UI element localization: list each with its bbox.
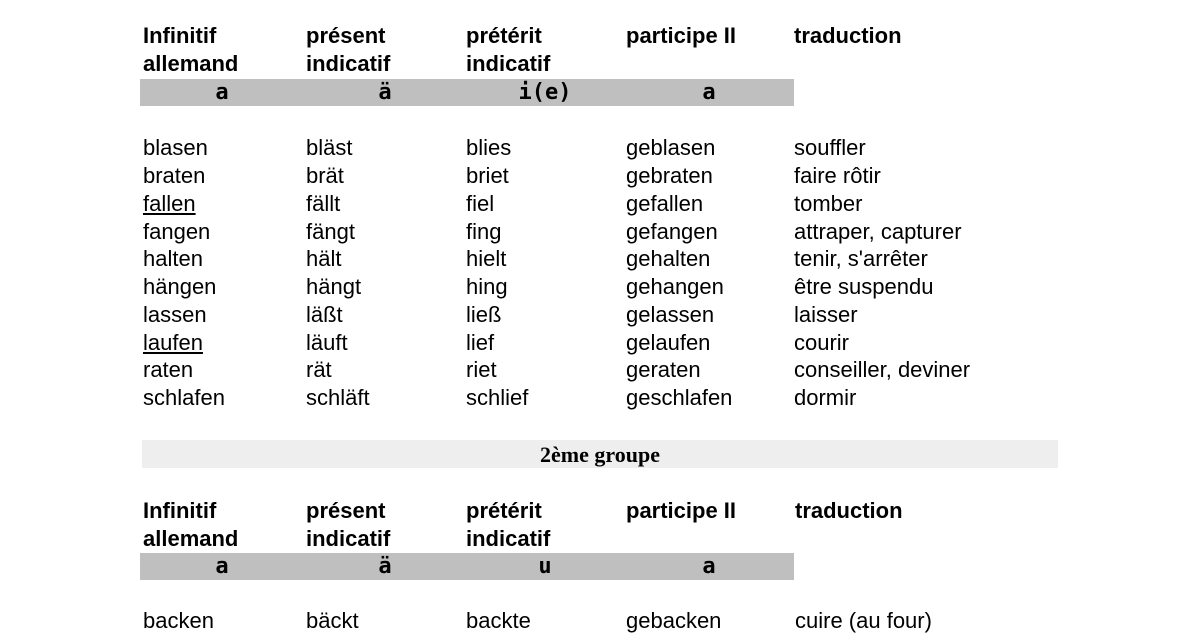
cell-present: schläft (306, 385, 370, 410)
cell-traduction: souffler (794, 135, 866, 160)
cell-participe: gelassen (626, 302, 715, 327)
header-preterit: prétérit indicatif (466, 23, 551, 76)
vowel-infinitif: a (215, 554, 229, 579)
header-infinitif: Infinitif allemand (143, 23, 239, 76)
header-participe: participe II (626, 23, 737, 48)
cell-preterit: hing (466, 274, 508, 299)
cell-participe: gehangen (626, 274, 724, 299)
cell-infinitif: backen (143, 608, 214, 633)
cell-preterit: riet (466, 357, 497, 382)
cell-present: hängt (306, 274, 362, 299)
cell-preterit: backte (466, 608, 531, 633)
cell-participe: gehalten (626, 246, 711, 271)
cell-preterit: briet (466, 163, 509, 188)
cell-participe: gebraten (626, 163, 713, 188)
cell-traduction: tomber (794, 191, 863, 216)
cell-traduction: tenir, s'arrêter (794, 246, 928, 271)
group-title-band (142, 440, 1058, 468)
vowel-present: ä (378, 554, 392, 579)
vowel-present: ä (378, 80, 392, 105)
vowel-bar-group1 (140, 79, 794, 106)
cell-traduction: faire rôtir (794, 163, 881, 188)
cell-present: läßt (306, 302, 343, 327)
cell-infinitif: blasen (143, 135, 208, 160)
cell-infinitif: schlafen (143, 385, 225, 410)
header-infinitif: Infinitif allemand (143, 498, 239, 551)
table-row (0, 607, 1200, 635)
cell-traduction: laisser (794, 302, 858, 327)
cell-participe: gelaufen (626, 330, 711, 355)
cell-infinitif: hängen (143, 274, 217, 299)
cell-preterit: fiel (466, 191, 495, 216)
header-participe: participe II (626, 498, 737, 523)
cell-infinitif: halten (143, 246, 203, 271)
group-title: 2ème groupe (540, 442, 660, 467)
cell-present: hält (306, 246, 342, 271)
table-row (0, 134, 1200, 162)
header-traduction: traduction (795, 498, 903, 523)
vowel-participe: a (702, 554, 716, 579)
vowel-bar-group2 (140, 553, 794, 580)
cell-participe: geschlafen (626, 385, 733, 410)
cell-infinitif-link[interactable]: fallen (143, 191, 196, 216)
vowel-preterit: u (538, 554, 552, 579)
header-preterit: prétérit indicatif (466, 498, 551, 551)
cell-present: fällt (306, 191, 341, 216)
cell-preterit: fing (466, 219, 502, 244)
table-row (0, 273, 1200, 301)
table-row (0, 162, 1200, 190)
cell-infinitif: braten (143, 163, 206, 188)
cell-present: fängt (306, 219, 355, 244)
cell-traduction: cuire (au four) (795, 608, 932, 633)
header-present: présent indicatif (306, 23, 391, 76)
cell-present: brät (306, 163, 344, 188)
cell-participe: gefangen (626, 219, 718, 244)
cell-preterit: lief (466, 330, 495, 355)
table-row (0, 218, 1200, 246)
cell-traduction: dormir (794, 385, 857, 410)
cell-infinitif: fangen (143, 219, 211, 244)
cell-participe: geraten (626, 357, 701, 382)
table-row (0, 329, 1200, 357)
cell-present: läuft (306, 330, 348, 355)
cell-present: rät (306, 357, 332, 382)
cell-participe: gebacken (626, 608, 722, 633)
cell-infinitif: lassen (143, 302, 207, 327)
cell-present: bläst (306, 135, 353, 160)
table-row (0, 245, 1200, 273)
table-row (0, 301, 1200, 329)
table-row (0, 190, 1200, 218)
cell-preterit: schlief (466, 385, 529, 410)
cell-participe: gefallen (626, 191, 704, 216)
cell-traduction: être suspendu (794, 274, 934, 299)
cell-traduction: conseiller, deviner (794, 357, 971, 382)
vowel-infinitif: a (215, 80, 229, 105)
cell-traduction: attraper, capturer (794, 219, 962, 244)
header-present: présent indicatif (306, 498, 391, 551)
cell-traduction: courir (794, 330, 850, 355)
vowel-participe: a (702, 80, 716, 105)
cell-participe: geblasen (626, 135, 716, 160)
cell-preterit: hielt (466, 246, 507, 271)
table-row (0, 384, 1200, 412)
vowel-preterit: i(e) (518, 80, 572, 105)
cell-present: bäckt (306, 608, 359, 633)
cell-preterit: ließ (466, 302, 502, 327)
header-traduction: traduction (794, 23, 902, 48)
table-row (0, 356, 1200, 384)
cell-infinitif-link[interactable]: laufen (143, 330, 203, 355)
cell-preterit: blies (466, 135, 512, 160)
cell-infinitif: raten (143, 357, 194, 382)
